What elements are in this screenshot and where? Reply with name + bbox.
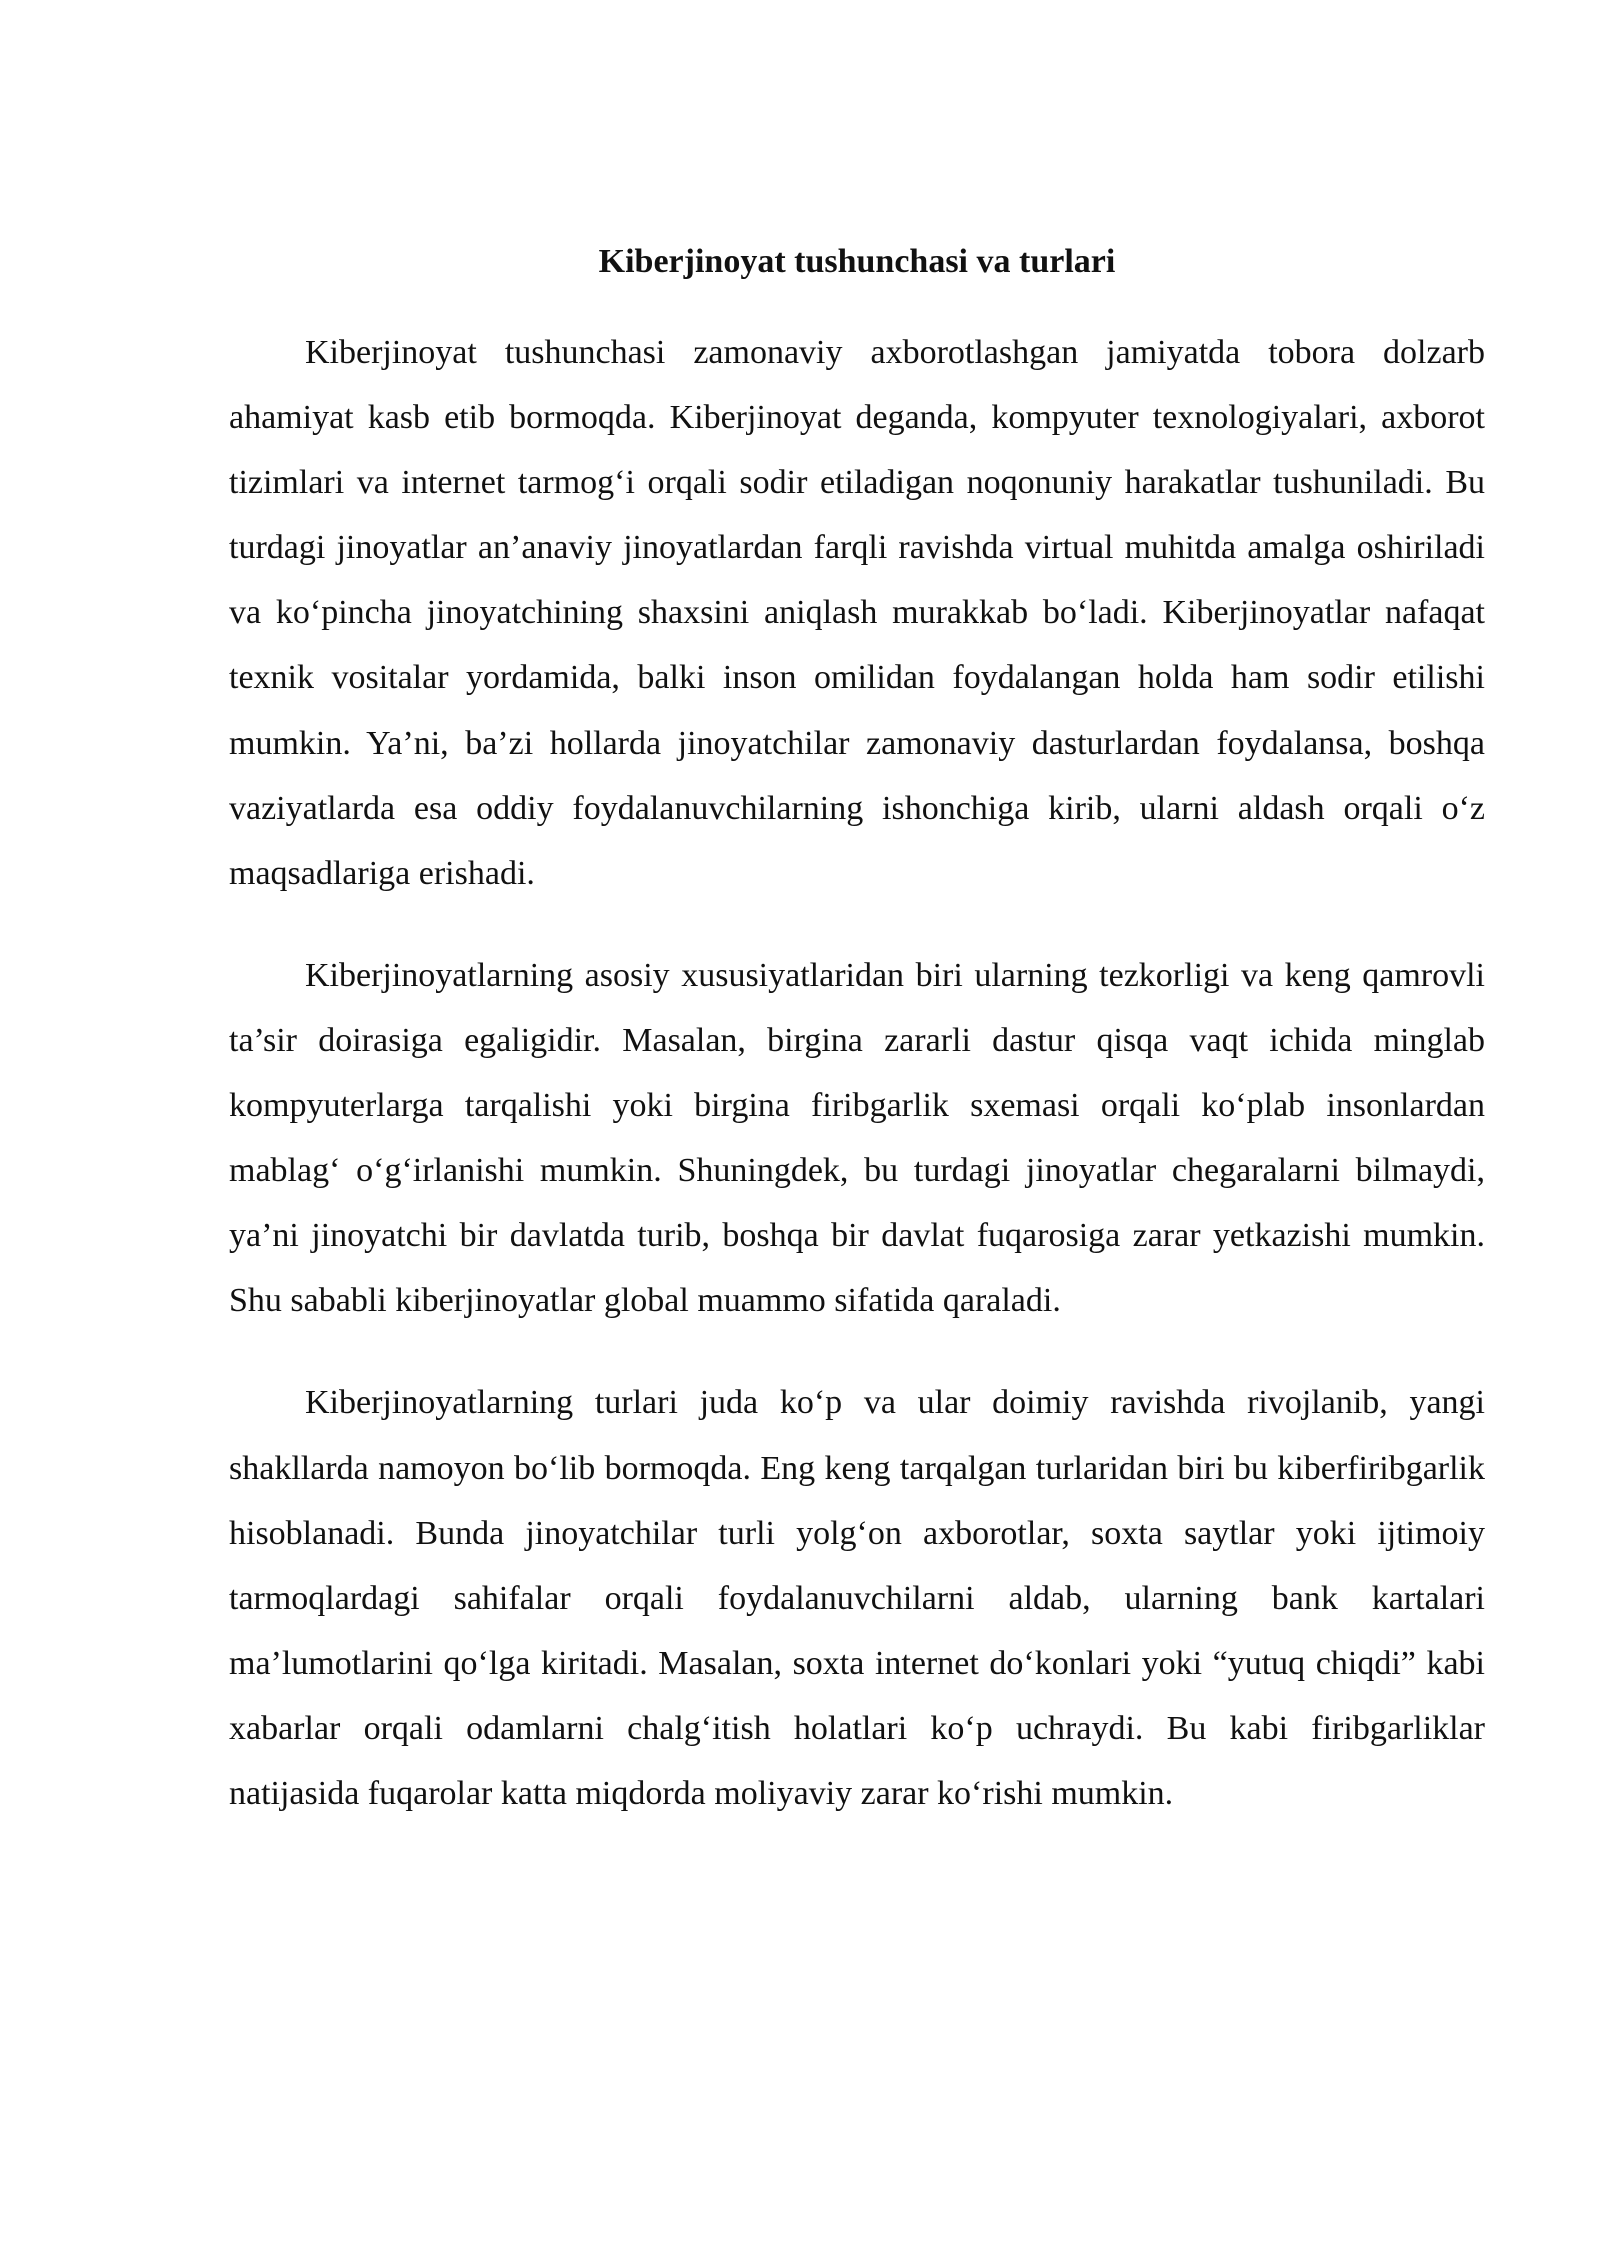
paragraph-2: Kiberjinoyatlarning asosiy xususiyatlaridan biri ularning tezkorligi va keng qamrovli ta’sir doirasiga egaligidir. Masalan, birgina zararli dastur qisqa vaqt ichida minglab kompyuterlarga tarqalishi yoki birgina firibgarlik sxemasi orqali ko‘plab insonlardan mablag‘ o‘g‘irlanishi mumkin. Shuningdek, bu turdagi jinoyatlar chegaralarni bilmaydi, ya’ni jinoyatchi bir davlatda turib, boshqa bir davlat fuqarosiga zarar yetkazishi mumkin. Shu sababli kiberjinoyatlar global muammo sifatida qaraladi. — [229, 956, 1485, 1320]
paragraph-1: Kiberjinoyat tushunchasi zamonaviy axborotlashgan jamiyatda tobora dolzarb ahamiyat kasb etib bormoqda. Kiberjinoyat deganda, kompyuter texnologiyalari, axborot tizimlari va internet tarmog‘i orqali sodir etiladigan noqonuniy harakatlar tushuniladi. Bu turdagi jinoyatlar an’anaviy jinoyatlardan farqli ravishda virtual muhitda amalga oshiriladi va ko‘pincha jinoyatchining shaxsini aniqlash murakkab bo‘ladi. Kiberjinoyatlar nafaqat texnik vositalar yordamida, balki inson omilidan foydalangan holda ham sodir etilishi mumkin. Ya’ni, ba’zi hollarda jinoyatchilar zamonaviy dasturlardan foydalansa, boshqa vaziyatlarda esa oddiy foydalanuvchilarning ishonchiga kirib, ularni aldash orqali o‘z maqsadlariga erishadi. — [229, 334, 1485, 892]
paragraph-3: Kiberjinoyatlarning turlari juda ko‘p va ular doimiy ravishda rivojlanib, yangi shakllarda namoyon bo‘lib bormoqda. Eng keng tarqalgan turlaridan biri bu kiberfiribgarlik hisoblanadi. Bunda jinoyatchilar turli yolg‘on axborotlar, soxta saytlar yoki ijtimoiy tarmoqlardagi sahifalar orqali foydalanuvchilarni aldab, ularning bank kartalari ma’lumotlarini qo‘lga kiritadi. Masalan, soxta internet do‘konlari yoki “yutuq chiqdi” kabi xabarlar orqali odamlarni chalg‘itish holatlari ko‘p uchraydi. Bu kabi firibgarliklar natijasida fuqarolar katta miqdorda moliyaviy zarar ko‘rishi mumkin. — [229, 1384, 1485, 1812]
document-title: Kiberjinoyat tushunchasi va turlari — [598, 243, 1116, 280]
document-body — [229, 234, 1485, 1863]
